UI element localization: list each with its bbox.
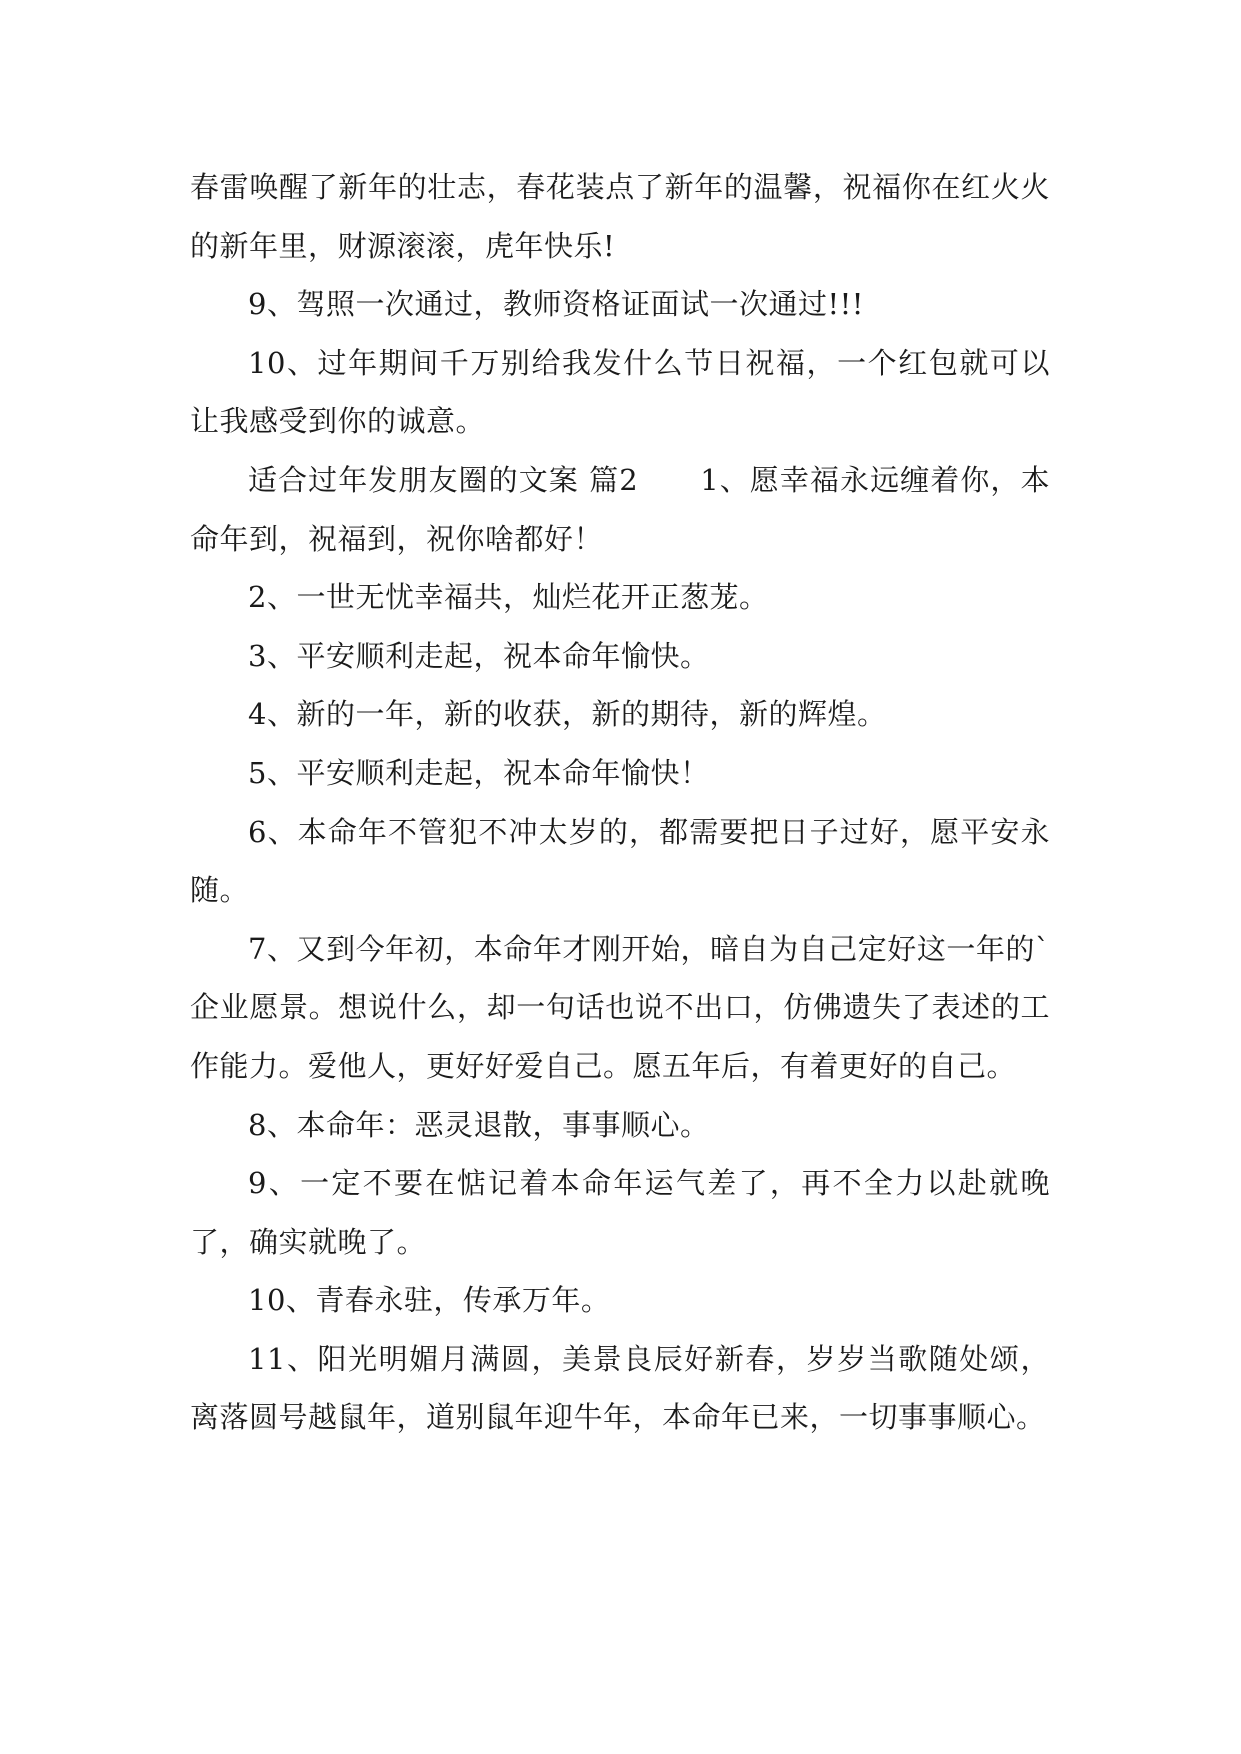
section-first-item: 1、愿幸福永远缠着你，本命年到，祝福到，祝你啥都好！ — [190, 462, 1050, 556]
section-heading: 适合过年发朋友圈的文案 篇2 — [248, 462, 639, 497]
list-item: 9、一定不要在惦记着本命年运气差了，再不全力以赴就晚了，确实就晚了。 — [190, 1166, 1050, 1259]
list-item: 4、新的一年，新的收获，新的期待，新的辉煌。 — [248, 697, 887, 732]
list-item: 6、本命年不管犯不冲太岁的，都需要把日子过好，愿平安永随。 — [190, 814, 1050, 908]
body-text — [190, 158, 1050, 1447]
list-item: 10、青春永驻，传承万年。 — [248, 1283, 611, 1318]
list-item: 9、驾照一次通过，教师资格证面试一次通过!!! — [248, 287, 864, 322]
paragraph: 春雷唤醒了新年的壮志，春花装点了新年的温馨，祝福你在红火火的新年里，财源滚滚，虎年快乐! — [190, 170, 1050, 263]
section-paragraph — [190, 451, 1050, 568]
list-item: 5、平安顺利走起，祝本命年愉快！ — [248, 755, 710, 790]
list-item: 7、又到今年初，本命年才刚开始，暗自为自己定好这一年的`企业愿景。想说什么，却一句话也说不出口，仿佛遗失了表述的工作能力。爱他人，更好好爱自己。愿五年后，有着更好的自己。 — [190, 931, 1050, 1083]
list-item: 2、一世无忧幸福共，灿烂花开正葱茏。 — [248, 580, 769, 615]
list-item: 8、本命年：恶灵退散，事事顺心。 — [248, 1107, 710, 1142]
list-item: 10、过年期间千万别给我发什么节日祝福，一个红包就可以让我感受到你的诚意。 — [190, 345, 1050, 439]
list-item: 11、阳光明媚月满圆，美景良辰好新春，岁岁当歌随处颂，离落圆号越鼠年，道别鼠年迎牛年，本命年已来，一切事事顺心。 — [190, 1341, 1050, 1435]
list-item: 3、平安顺利走起，祝本命年愉快。 — [248, 638, 710, 673]
